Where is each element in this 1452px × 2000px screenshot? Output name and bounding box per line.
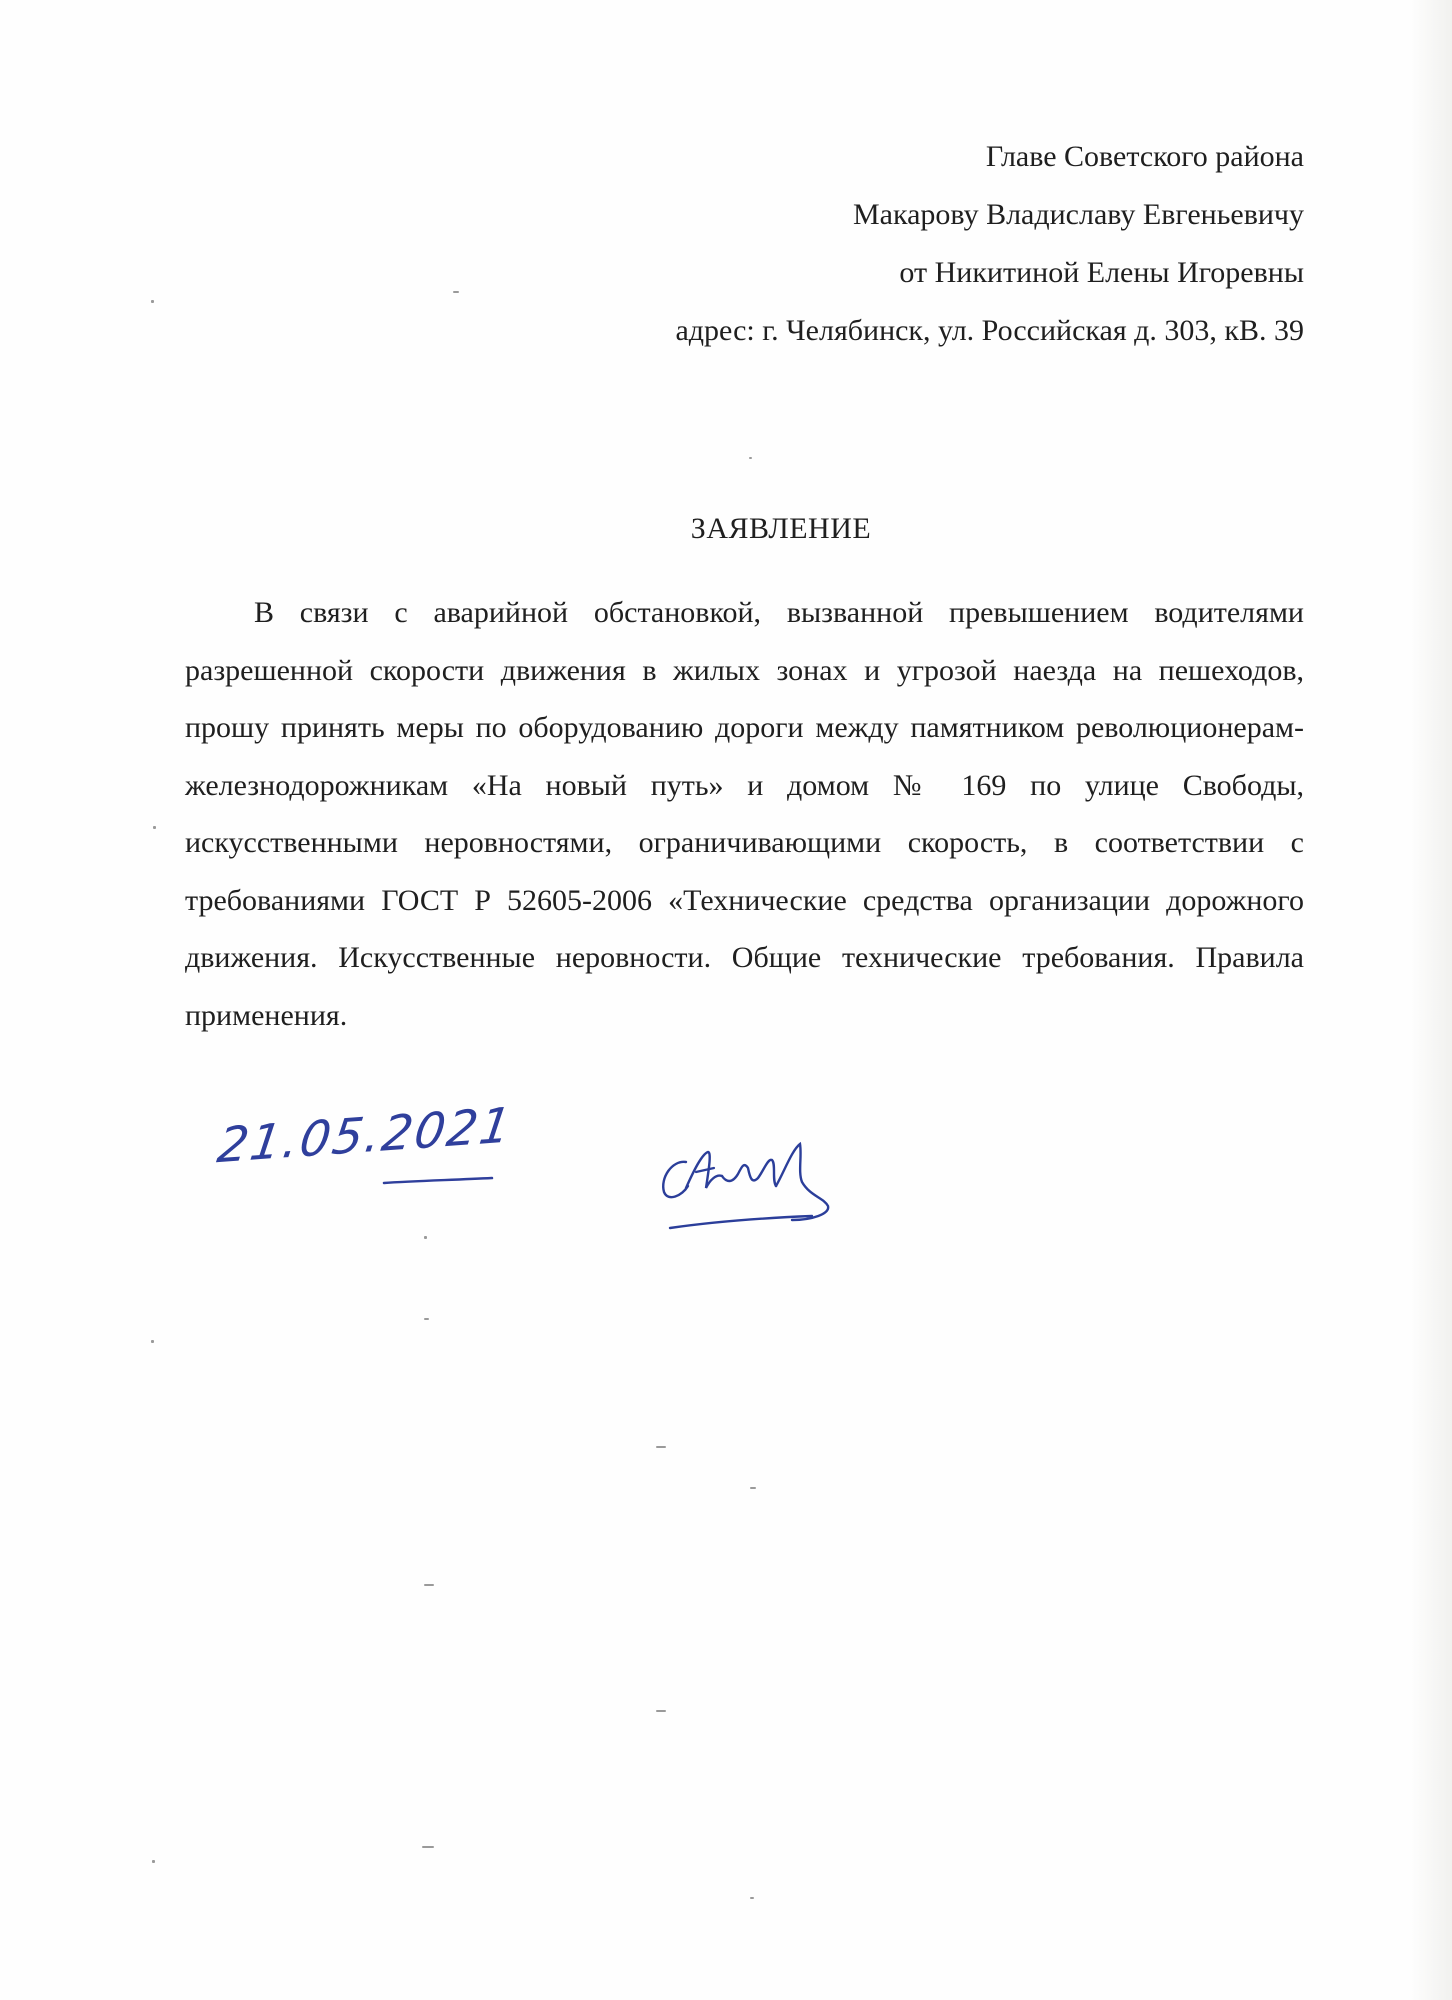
addressee-position: Главе Советского района [985, 140, 1304, 173]
handwritten-date: 21.05.2021 [214, 1097, 517, 1175]
addressee-name: Макарову Владиславу Евгеньевичу [853, 198, 1304, 231]
document-title: ЗАЯВЛЕНИЕ [690, 512, 872, 545]
scan-speck [424, 1236, 427, 1239]
scan-speck [750, 1487, 756, 1489]
scan-speck [424, 1318, 429, 1320]
scan-speck [151, 1340, 154, 1343]
sender-name: от Никитиной Елены Игоревны [899, 256, 1304, 289]
scan-speck [152, 1860, 155, 1863]
scan-speck [656, 1710, 666, 1712]
statement-body: В связи с аварийной обстановкой, вызванной превышением водителями разрешенной скорости движения в жилых зонах и угрозой наезда на пешеходов, прошу принять меры по оборудованию дороги между памятником революционерам-железнодорожникам «На новый путь» и домом № 169 по улице Свободы, искусственными неровностями, ограничивающими скорость, в соответствии с требованиями ГОСТ Р 52605-2006 «Технические средства организации дорожного движения. Искусственные неровности. Общие технические требования. Правила применения. [185, 596, 1304, 1032]
scan-speck [151, 300, 154, 303]
scan-speck [424, 1584, 434, 1586]
addressee-block [404, 128, 1304, 360]
scan-speck [750, 1897, 754, 1899]
scan-speck [656, 1446, 666, 1448]
signature-scribble [652, 1122, 842, 1234]
scan-speck [153, 826, 156, 829]
scan-speck [422, 1846, 434, 1848]
date-underline [382, 1176, 494, 1186]
scan-speck [453, 291, 459, 293]
sender-address: адрес: г. Челябинск, ул. Российская д. 303, кВ. 39 [675, 314, 1304, 347]
scan-speck [749, 457, 752, 459]
